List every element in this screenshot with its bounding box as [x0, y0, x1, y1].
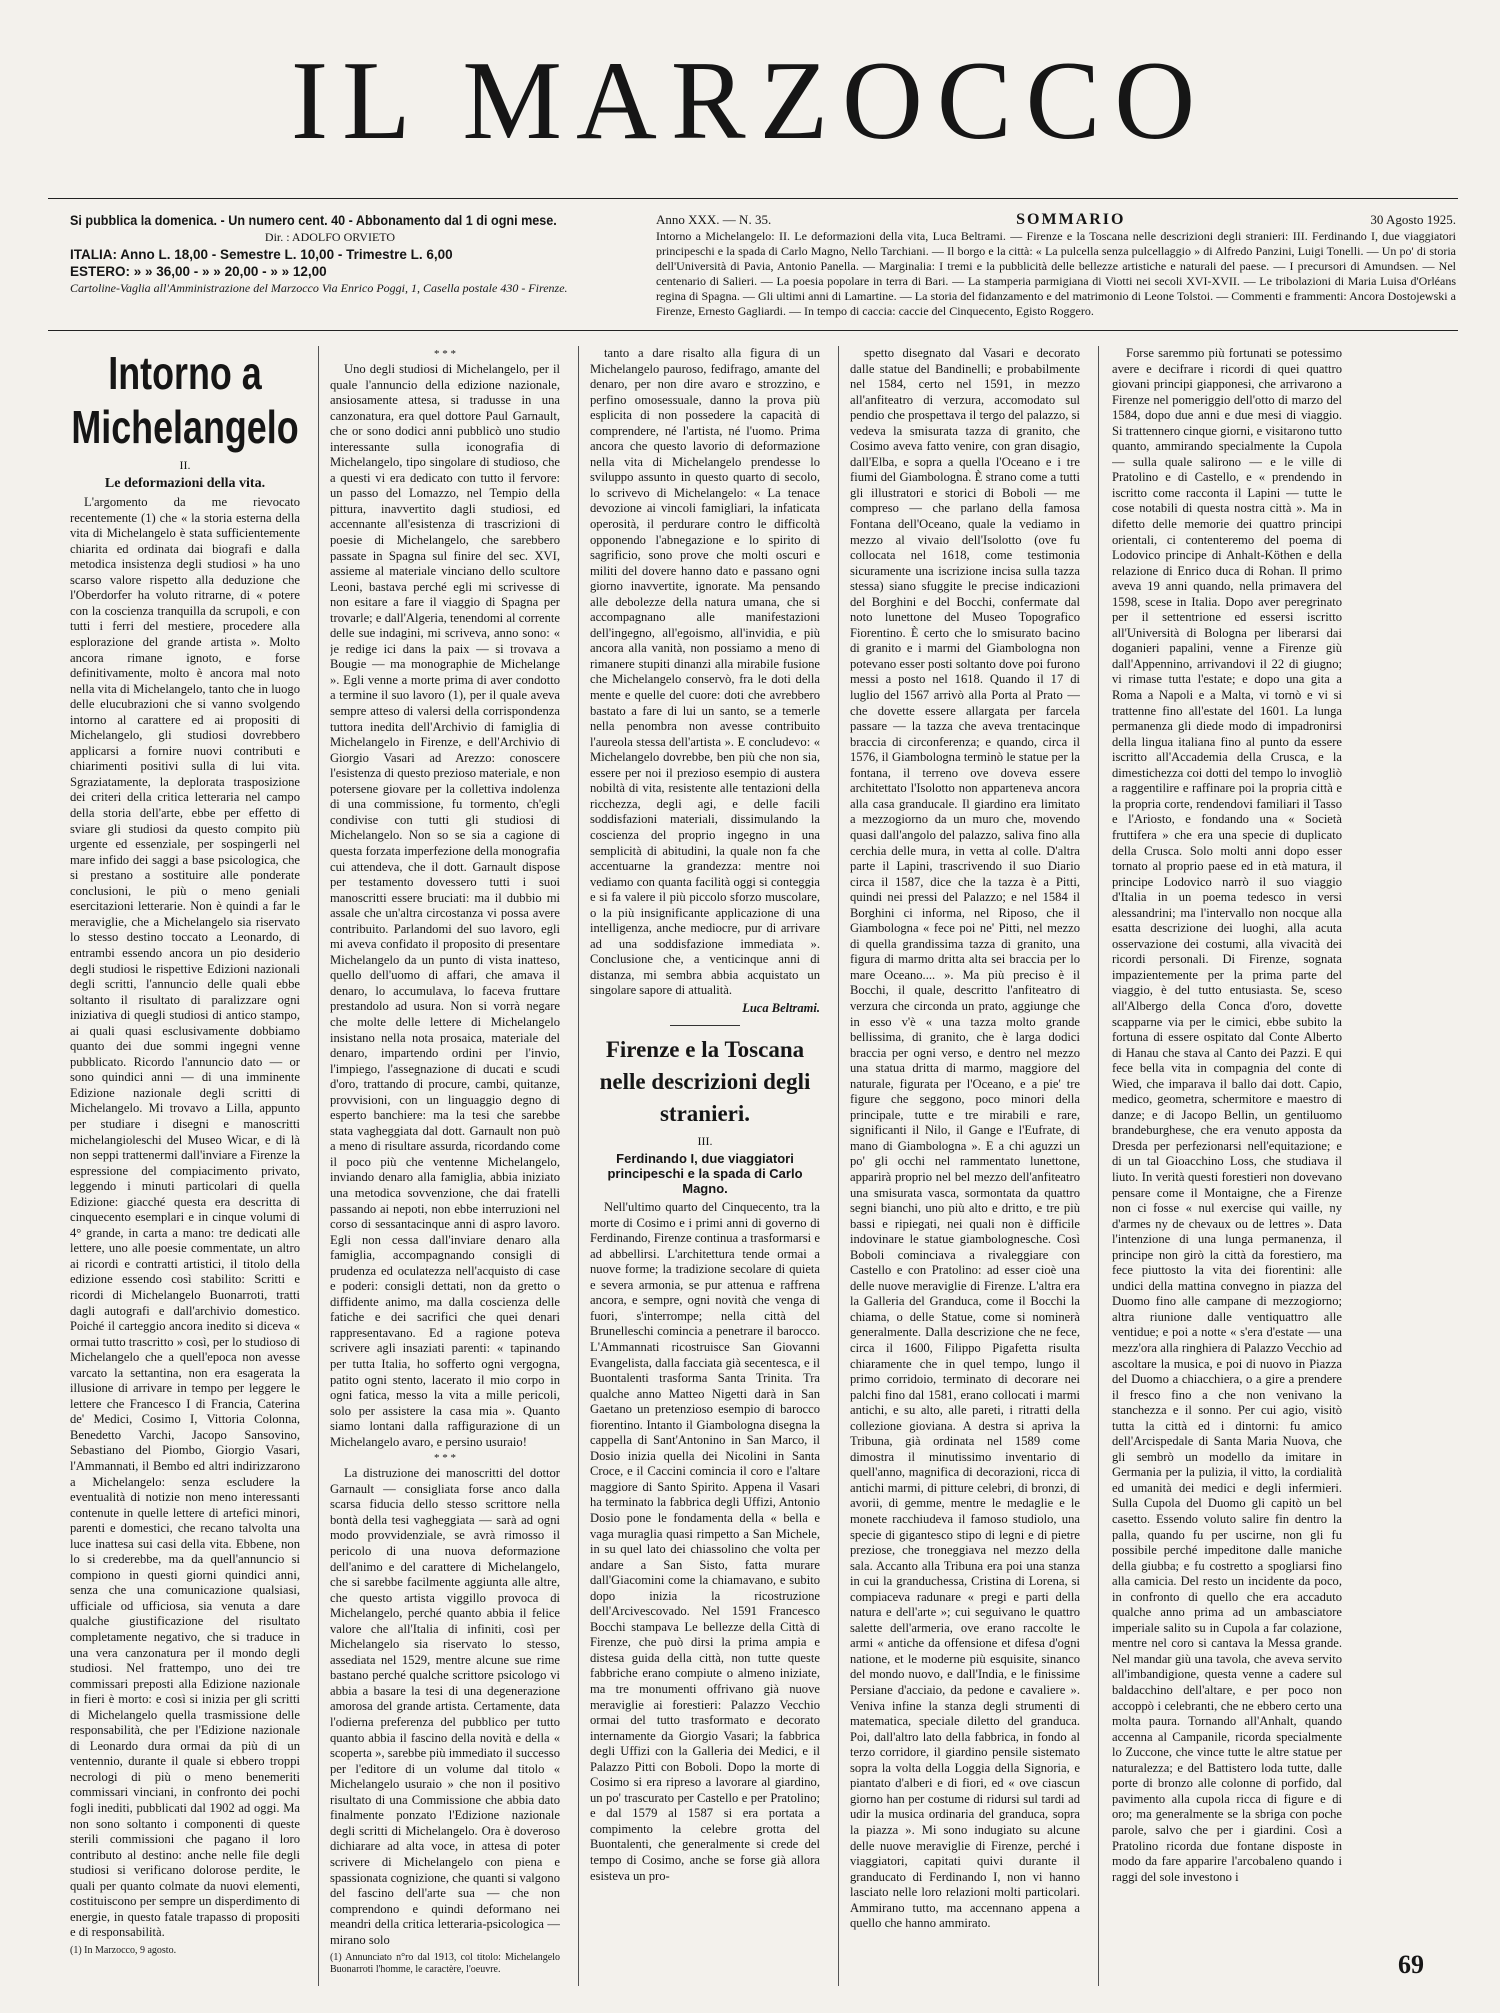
director-line: Dir. : ADOLFO ORVIETO — [264, 230, 396, 244]
cartoline-note: Cartoline-Vaglia all'Amministrazione del Marzocco Via Enrico Poggi, 1, Casella postale 430 - Firenze. — [70, 281, 568, 295]
column-2 — [330, 346, 560, 1986]
column-5 — [1112, 346, 1342, 1986]
article2-body-col4: spetto disegnato dal Vasari e decorato dalle statue del Bandinelli; e probabilmente nel 1584, certo nel 1591, in mezzo all'anfiteatro di verzura, accomodato sul pendio che prospettava il tergo del palazzo, si vedeva la smisurata tazza di granito, che Cosimo aveva fatto venire, con gran disagio, dall'Elba, e sopra a quella l'Oceano e i tre fiumi del Giambologna. È strano come a tutti gli illustratori e storici di Boboli — me compreso — che parlano della famosa Fontana dell'Oceano, quale la vediamo in mezzo al vivaio dell'Isolotto (ove fu collocata nel 1618, come testimonia sicuramente una iscrizione incisa sulla tazza stessa) siano sfuggite le precise indicazioni del Borghini e del Bocchi, confermate dal noto lunettone del Museo Topografico Fiorentino. È certo che lo smisurato bacino di granito e i marmi del Giambologna non potevano esser posti soltanto dove poi furono messi a posto nel 1618. Quando il 17 di luglio del 1567 arrivò alla Porta al Prato — che dovette essere allargata per farcela passare — la tazza che aveva trentacinque braccia di circonferenza; e quando, circa il 1576, il Giambologna terminò le statue per la fontana, il terreno ove doveva essere architettato l'Isolotto non apparteneva ancora alla casa granducale. Il giardino era limitato a mezzogiorno da un muro che, movendo quasi dall'angolo del palazzo, saliva fino alla cerchia delle mura, in vetta al colle. D'altra parte il Lapini, trascrivendo il suo Diario circa il 1587, dice che la tazza è a Pitti, quindi nei pressi del Palazzo; e nel 1584 il Borghini ci informa, nel Riposo, che il Giambologna « fece poi ne' Pitti, nel mezzo di quella grandissima tazza di granito, una figura di marmo dritta alta sei braccia per lo mare Oceano.... ». Ma più preciso è il Bocchi, il quale, descritto l'anfiteatro di verzura che circonda un prato, aggiunge che in esso v'è « una tazza molto grande bellissima, di granito, che è larga dodici braccia per ogni verso, e dentro nel mezzo una statua dritta di marmo, maggiore del naturale, figurata per l'Oceano, e a pie' tre figure che seggono, poco minori della principale, tutte e tre mirabili e rare, significanti il Nilo, il Gange e l'Eufrate, di mano di Giambologna ». E a chi aguzzi un po' gli occhi nel rammentato lunettone, apparirà proprio nel bel mezzo dell'anfiteatro una smisurata vasca, sormontata da quattro segni bianchi, uno più alto e dritto, e tre più bassi e ripiegati, nei quali non è difficile indovinare le statue giambolognesche. Così Boboli cominciava a rivaleggiare con Castello e con Pratolino: ad esser cioè una delle nuove meraviglie di Firenze. L'altra era la Galleria del Granduca, come il Bocchi la chiama, o delle Statue, come si nominerà generalmente. Dalla descrizione che ne fece, circa il 1600, Filippo Pigafetta risulta chiaramente che in quel tempo, lungo il primo corridoio, terminato di decorare nei palchi fino dal 1581, erano collocati i marmi antichi, e su alto, alle pareti, i ritratti della collezione gioviana. A destra si apriva la Tribuna, già ordinata nel 1589 come dimostra il minutissimo inventario di quell'anno, magnifica di decorazioni, ricca di antichi marmi, di pitture celebri, di bronzi, di avorii, di gemme, mentre le medaglie e le monete racchiudeva il famoso studiolo, una specie di gigantesco stipo di legni e di pietre preziose, che troneggiava nel mezzo della sala. Accanto alla Tribuna era poi una stanza in cui la granduchessa, Cristina di Lorena, si compiaceva radunare « pregi e parti della natura e dell'arte »; cui seguivano le quattro salette dell'armeria, ove erano raccolte le armi « antiche da offensione et difesa d'ogni natione, et le moderne più esquisite, sinanco del mondo nuovo, e dall'India, e le finissime Persiane d'acciaio, da pedone e cavaliere ». Veniva infine la stanza degli strumenti di matematica, speciale diletto del granduca. Poi, dall'altro lato della fabbrica, in fondo al terzo corridore, il giardino pensile sistemato sopra la volta della Loggia della Signoria, e piantato d'alberi e di fiori, ed « ove ciascun giorno han per costume di ridursi sul tardi ad udir la musica ordinaria del granduca, sopra la piazza ». Mi sono indugiato su alcune delle nuove meraviglie di Firenze, perché i viaggiatori, capitati quivi durante il granducato di Ferdinando I, non vi hanno lasciato nelle loro relazioni molti particolari. Ammirano tutto, ma accennano appena a quello che hanno ammirato. — [850, 346, 1080, 1931]
article1-body-col2b: La distruzione dei manoscritti del dottor Garnault — consigliata forse anco dalla scarsa fiducia dello stesso scrittore nella bontà della tesi vagheggiata — sarà ad ogni modo provvidenziale, se avrà rimosso il pericolo di una nuova deformazione dell'animo e del carattere di Michelangelo, che si sarebbe facilmente aggiunta alle altre, che questo artista viggillo provoca di Michelangelo, perché quanto abbia il felice valore che all'Italia di infiniti, così per Michelangelo sia riservato lo stesso, assediata nel 1529, mentre alcune sue rime bastano perché qualche scrittore psicologo vi abbia a basare la tesi di una degenerazione amorosa del grande artista. Certamente, data l'odierna preferenza del pubblico per tutto quanto abbia il fascino della novità e della « scoperta », sarebbe più immediato il successo per l'editore di un volume dal titolo « Michelangelo usuraio » che non il positivo risultato di una Commissione che abbia dato finalmente ponzato l'Edizione nazionale degli scritti di Michelangelo. Ora è doveroso dichiarare ad alta voce, in attesa di poter scrivere di Michelangelo con piena e spassionata cognizione, che quanti si valgono del fascino dell'arte sua — che non comprendono e quindi deformano nei meandri della critica letteraria-psicologica — mirano solo — [330, 1466, 560, 1947]
masthead-title: IL MARZOCCO — [290, 39, 1210, 163]
column-4 — [850, 346, 1080, 1986]
article1-signature: Luca Beltrami. — [742, 1000, 820, 1015]
article1-body-col3: tanto a dare risalto alla figura di un Michelangelo pauroso, fedifrago, amante del denaro, per non dire avaro e strozzino, e perfino omosessuale, danno la prova più esplicita di non possedere la capacità di comprendere, né l'artista, né l'uomo. Prima ancora che questo lavorio di deformazione nella vita di Michelangelo prendesse lo sviluppo assunto in questo quarto di secolo, lo scrivevo di Michelangelo: « La tenace devozione ai vincoli famigliari, la infaticata operosità, il perdurare contro le difficoltà opponendo l'abnegazione e lo spirito di sagrificio, sono prove che molti oscuri e militi del dovere hanno dato e passano ogni giorno inavvertite, ignorate. Ma pensando alle debolezze della natura umana, che si accompagnano alle manifestazioni dell'ingegno, all'egoismo, all'invidia, e più ancora alla vanità, non possiamo a meno di rimanere stupiti dinanzi alla mirabile fusione che Michelangelo conservò, fra le doti della mente e quelle del cuore: doti che avrebbero bastato a fare di lui un santo, se a temerle nella penombra non avesse contribuito l'aureola stessa dell'artista ». E concludevo: « Michelangelo dovrebbe, ben più che non sia, essere per noi il prezioso esempio di austera nobiltà di vita, resistente alle tentazioni della ricchezza, degli agi, e delle facili soddisfazioni materiali, dissimulando la coscienza del proprio ingegno in una semplicità di abitudini, la quale non fa che accentuarne la grandezza: mentre noi vediamo con quanta facilità oggi si conteggia e si fa valere il più piccolo sforzo muscolare, o la più insignificante applicazione di una intelligenza, anche mediocre, pur di arrivare ad una soddisfazione immediata ». Conclusione che, a venticinque anni di distanza, mi sembra abbia acquistato un singolare sapore di attualità. — [590, 346, 820, 998]
column-1 — [70, 346, 300, 1986]
sommario-text: Intorno a Michelangelo: II. Le deformazioni della vita, Luca Beltrami. — Firenze e la Toscana nelle descrizioni degli stranieri: III. Ferdinando I, due viaggiatori principeschi e la spada di Carlo Magno, Nello Tarchiani. — Il borgo e la città: « La pulcella senza pulcellaggio » di Alfredo Panzini, Luigi Tonelli. — Un po' di storia dell'Università di Pavia, Antonio Panella. — Marginalia: I tremi e la pubblicità delle bellezze artistiche e naturali del paese. — I precursori di Amundsen. — Nel centenario di Salieri. — La poesia popolare in terra di Bari. — La stamperia parmigiana di Viotti nei secoli XVI-XVII. — Le tribolazioni di Maria Luisa d'Orléans regina di Spagna. — Gli ultimi anni di Lamartine. — La storia del fidanzamento e del matrimonio di Leone Tolstoi. — Commenti e frammenti: Ancora Dostojewski a Firenze, Ernesto Gagliardi. — In tempo di caccia: caccie del Cinquecento, Egisto Roggero. — [656, 229, 1456, 318]
article1-body-col1: L'argomento da me rievocato recentemente (1) che « la storia esterna della vita di Michelangelo è stata sufficientemente chiarita ed ordinata dai biografi e dalla metodica insistenza degli studiosi » ha uno scarso valore rispetto alla deduzione che l'Oberdorfer ha voluto ritrarne, di « potere con la coscienza tranquilla da scrupoli, e con tutti i ferri del mestiere, procedere alla esplorazione del grande artista ». Molto ancora rimane ignoto, e forse definitivamente, molto è ancora mal noto nella vita di Michelangelo, tanto che in luogo delle elucubrazioni che si vanno svolgendo intorno al carattere ed ai propositi di Michelangelo, gli studiosi dovrebbero applicarsi a fornire nuovi contributi e chiarimenti positivi sulla di lui vita. Sgraziatamente, la deplorata trasposizione dei criteri della critica letteraria nel campo della storia dell'arte, ebbe per effetto di sviare gli studiosi da questo compito più urgente ed essenziale, per sospingerli nel mare infido dei saggi a base psicologica, che si prestano a sostituire alle ponderate conclusioni, le più o meno geniali esercitazioni letterarie. Non è quindi a far le meraviglie, che a Michelangelo sia riservato lo stesso destino toccato a Leonardo, di entrambi essendo ancora un pio desiderio degli studiosi le rispettive Edizioni nazionali degli scritti, l'annuncio delle quali ebbe soltanto il risultato di paralizzare ogni iniziativa di quegli studiosi di antico stampo, ai quali quasi esclusivamente dobbiamo quanto dei due sommi ingegni venne pubblicato. Ricordo l'annuncio dato — or sono quindici anni — di una imminente Edizione nazionale degli scritti di Michelangelo. Mi trovavo a Lilla, appunto per studiare i disegni e manoscritti michelangioleschi del Museo Wicar, e di là non seppi trattenermi dall'inviare a Firenze la espressione del compiacimento privato, leggendo i minuti particolari di quella Edizione: giacché questa era descritta di cinquecento esemplari e in cinque volumi di 4° grande, in carta a mano: tre dedicati alle lettere, uno alle poesie commentate, un altro ai ricordi e contratti artistici, il titolo della edizione essendo così stabilito: Scritti e ricordi di Michelangelo Buonarroti, tratti dagli autografi e dall'archivio domestico. Poiché il carteggio ancora inedito si diceva « ormai tutto trascritto » così, per lo studioso di Michelangelo che a quell'epoca non avesse varcato la settantina, non era esagerata la illusione di arrivare in tempo per leggere le lettere che Francesco I di Francia, Caterina de' Medici, Cosimo I, Vittoria Colonna, Benedetto Varchi, Jacopo Sansovino, Sebastiano del Piombo, Giorgio Vasari, l'Ammannati, il Bembo ed altri indirizzarono a Michelangelo: senza escludere la eventualità di notizie non meno interessanti contenute in quelle lettere di artefici minori, parenti e domestici, che recano talvolta una luce inattesa sui casi della vita. Ebbene, non lo si crederebbe, ma da quell'annuncio si compiono in questi giorni quindici anni, senza che una comunicazione qualsiasi, ufficiale od ufficiosa, sia venuta a dare qualche giustificazione del risultato completamente negativo, che si traduce in una vera canzonatura per il mondo degli studiosi. Nel frattempo, uno dei tre commissari preposti alla Edizione nazionale in fieri è morto: e così si inizia per gli scritti di Michelangelo quella trasmissione delle responsabilità, che per l'Edizione nazionale di Leonardo dura ormai da più di un ventennio, durante il quale si ebbero troppi necrologi di più o meno benemeriti commissari vinciani, in confronto dei pochi fogli inediti, pubblicati dal 1902 ad oggi. Ma non sono soltanto i componenti di queste sterili commissioni che pagano il loro contributo al destino: anche nelle file degli studiosi si verificano dolorose perdite, le quali per quanto colmate da nuovi elementi, costituiscono per sempre un disperdimento di energie, in questo fatale trapasso di propositi e di responsabilità. — [70, 495, 300, 1940]
article1-footnote-col1: (1) In Marzocco, 9 agosto. — [70, 1944, 177, 1956]
article2-body-col5: Forse saremmo più fortunati se potessimo avere e decifrare i ricordi di quei quattro giovani principi giapponesi, che arrivarono a Firenze nel pomeriggio dell'otto di marzo del 1584, dopo due anni e due mesi di viaggio. Si trattennero cinque giorni, e visitarono tutto quanto, ammirando specialmente la Cupola — sulla quale salirono — e le ville di Pratolino e di Castello, e « prendendo in iscritto come racconta il Lapini — tutte le cose notabili di questa nostra città ». Ma in difetto delle memorie dei quattro principi orientali, ci contenteremo del poema di Lodovico principe di Anhalt-Köthen e della relazione di Enrico duca di Rohan. Il primo aveva 19 anni quando, nella primavera del 1598, scese in Italia. Dopo aver peregrinato per il settentrione ed essersi iscritto all'Università di Bologna per liberarsi dai doganieri papalini, venne a Firenze giù dall'Appennino, arrivandovi il 22 di giugno; vi rimase tutta l'estate; e dopo una gita a Roma a Napoli e a Malta, vi tornò e vi si trattenne fino all'estate del 1601. La lunga permanenza gli diede modo di impadronirsi della lingua italiana fino al punto da essere iscritto all'Accademia della Crusca, e la dimestichezza coi dotti del tempo lo invogliò a raggentilire e raffinare poi la propria città e la propria corte, rendendovi familiari il Tasso e l'Ariosto, e fondando una « Società fruttifera » che era una specie di duplicato della Crusca. Solo molti anni dopo esser tornato al proprio paese ed in età matura, il principe Lodovico narrò il suo viaggio d'Italia in un poema tedesco in versi alessandrini; ma l'intervallo non nocque alla esatta descrizione dei luoghi, alla acuta osservazione dei costumi, alla vivacità dei ricordi personali. Di Firenze, sognata impazientemente per la prima parte del viaggio, è del tutto entusiasta. Se, sceso all'Albergo della Conca d'oro, dovette scapparne via per le cimici, ebbe subito la fortuna di essere ospitato dal Conte Alberto di Hanau che stava al Canto dei Pazzi. E qui fece bella vita in compagnia del conte di Wied, che imparava il ballo dai dott. Capio, medico, geometra, schermitore e maestro di danze; e di Jacopo Bellin, un gentiluomo brandeburghese, che era venuto apposta da Dresda per perfezionarsi nell'equitazione; e di un tal Gioacchino Loss, che studiava il liuto. In verità questi forestieri non dovevano pensare come il Montaigne, che a Firenze non ci fosse « nul exercise qui vaille, ny d'armes ny de chevaux ou de lettres ». Data l'intenzione di una lunga permanenza, il principe non girò la città da forestiero, ma fece piuttosto la vita dei fiorentini: alle undici della mattina convegno in piazza del Duomo fino alle campane di mezzogiorno; altra riunione dalle ventiquattro alle ventidue; e poi a notte « s'era d'estate — una mezz'ora alla ringhiera di Palazzo Vecchio ad ascoltare la musica, e poi di nuovo in Piazza del Duomo a chiacchiera, o a gire a prendere il fresco fino a che non venivano la stanchezza e il sonno. Per cui agio, visitò tutta la città ed i dintorni: fu amico dell'Arcispedale di Santa Maria Nuova, che gli sembrò un modello da imitare in Germania per la pulizia, il vitto, la cordialità ed umanità dei medici e degli infermieri. Sulla Cupola del Duomo gli capitò un bel casetto. Essendo voluto salire fin dentro la palla, quando fu per uscirne, non gli fu possibile perché impeditone dalle maniche della giubba; e fu costretto a spogliarsi fino alla camicia. Del resto un incidente da poco, in confronto di quello che era accaduto qualche anno prima ad un ambasciatore imperiale salito su in Cupola a far colazione, mentre nel coro si cantava la Messa grande. Nel mandar giù una tavola, che aveva servito all'imbandigione, questa venne a cadere sul baldacchino dell'altare, e per poco non accoppò i celebranti, che ne ebbero certo una molta paura. Tornando all'Anhalt, quando accenna al Campanile, ricorda specialmente lo Zuccone, che vince tutte le altre statue per naturalezza; e del Battistero loda tutte, dalle porte di bronzo alle colonne di porfido, dal pavimento alla cupola ricca di figure e di oro; ma generalmente se la sbriga con poche parole, salvo che per i giardini. Così a Pratolino ricorda due fontane disposte in modo da fare apparire l'arcobaleno quando i raggi del sole investono i — [1112, 346, 1342, 1884]
column-3 — [590, 346, 820, 1986]
price-italia: ITALIA: Anno L. 18,00 - Semestre L. 10,00 - Trimestre L. 6,00 — [70, 247, 453, 262]
issue-number: Anno XXX. — N. 35. — [656, 212, 772, 227]
article1-headline: Intorno a Michelangelo — [71, 347, 299, 453]
publication-info: Si pubblica la domenica. - Un numero cent. 40 - Abbonamento dal 1 di ogni mese. — [70, 212, 557, 228]
article1-body-col2a: Uno degli studiosi di Michelangelo, per il quale l'annuncio della edizione nazionale, ansiosamente attesa, si tradusse in una canzonatura, era quel dottore Paul Garnault, che or sono dodici anni pubblicò uno studio interessante sulla iconografia di Michelangelo, tipo singolare di studioso, che a questi vi era dedicato con tutto il fervore: un passo del Lomazzo, nel Tempio della pittura, inavvertito dagli studiosi, ed accennante all'esistenza di trascrizioni di poesie di Michelangelo, che sarebbero passate in Spagna sul finire del sec. XVI, assieme al materiale vinciano dello scultore Leoni, bastava perché egli mi scrivesse di non esitare a fare il viaggio di Spagna per trovarle; e dall'Algeria, tenendomi al corrente delle sue indagini, mi scriveva, anno sono: « je redige ici dans la paix — si trovava a Bougie — ma monographie de Michelange ». Egli venne a morte prima di aver condotto a termine il suo lavoro (1), per il quale aveva sempre atteso di valersi della corrispondenza tuttora inedita dell'Archivio di famiglia di Michelangelo in Firenze, e dell'Archivio di Giorgio Vasari ad Arezzo: conoscere l'esistenza di questo prezioso materiale, e non potersene giovare per la collettiva indolenza di una commissione, fu tormento, ch'egli condivise con tutti gli studiosi di Michelangelo. Non so se sia a cagione di questa forzata imperfezione della monografia cui attendeva, che il dott. Garnault dispose per testamento dovessero tutti i suoi manoscritti essere bruciati: ma il dubbio mi assale che un'altra circostanza vi possa avere contribuito. Parlandomi del suo lavoro, egli mi aveva confidato il proposito di presentare Michelangelo da un punto di vista inatteso, quello dell'uomo di affari, che amava il denaro, lo accumulava, lo faceva fruttare prestandolo ad usura. Non si vorrà negare che molte delle lettere di Michelangelo insistano nella nota prosaica, materiale del denaro, impartendo ordini per l'invio, l'impiego, l'assegnazione di ducati e scudi d'oro, trattando di procure, cambi, quitanze, provvisioni, con un linguaggio degno di esperto banchiere: ma la tesi che sarebbe stata vagheggiata dal dott. Garnault non può a meno di risultare assurda, ricordando come il poco più che ventenne Michelangelo, inviando denaro alla famiglia, abbia iniziato una metodica sovvenzione, che dai fratelli passando ai nepoti, non ebbe interruzioni nel corso di sessantacinque anni di aspro lavoro. Egli non cessa dall'inviare denaro alla famiglia, accompagnando consigli di prudenza ed oculatezza nell'acquisto di case e poderi: consigli dettati, non da gretto o diffidente animo, ma dalla coscienza delle fatiche e dei sacrifici che quei denari rappresentavano. Ed a ragione poteva scrivere agli insaziati parenti: « tapinando per tutta Italia, ho sofferto ogni vergogna, patito ogni stento, lacerato il mio corpo in ogni fatica, messo la vita a mille pericoli, solo per assistere la casa mia ». Quanto siamo lontani dalla raffigurazione di un Michelangelo avaro, e persino usuraio! — [330, 362, 560, 1449]
section-stars: * * * — [434, 348, 456, 360]
column-divider — [318, 346, 319, 1986]
article2-subhead: Ferdinando I, due viaggiatori principeschi e la spada di Carlo Magno. — [607, 1151, 803, 1197]
header-rule — [48, 330, 1458, 331]
article-separator — [670, 1025, 740, 1026]
subscription-block — [70, 212, 590, 297]
sommario-title: SOMMARIO — [1016, 211, 1126, 228]
article1-part: II. — [179, 458, 191, 472]
issue-date: 30 Agosto 1925. — [1370, 212, 1456, 227]
column-divider — [838, 346, 839, 1986]
column-divider — [1098, 346, 1099, 1986]
article1-subhead: Le deformazioni della vita. — [104, 475, 266, 491]
sommario-block — [656, 212, 1456, 319]
article2-body-col3: Nell'ultimo quarto del Cinquecento, tra la morte di Cosimo e i primi anni di governo di Ferdinando, Firenze continua a trasformarsi e ad abbellirsi. L'architettura tende ormai a nuove forme; la tradizione secolare di quieta e severa armonia, se pur attenua e raffrena ancora, e sempre, ogni novità che venga di fuori, s'interrompe; nella città del Brunelleschi comincia a penetrare il barocco. L'Ammannati ricostruisce San Giovanni Evangelista, dalla facciata già secentesca, e il Buontalenti trasforma Santa Trinita. Tra qualche anno Matteo Nigetti darà in San Gaetano un pretenzioso esempio di barocco fiorentino. Intanto il Giambologna disegna la cappella di Sant'Antonino in San Marco, il Dosio inizia quella dei Nicolini in Santa Croce, e il Caccini comincia il coro e l'altare maggiore di Santo Spirito. Appena il Vasari ha terminato la fabbrica degli Uffizi, Antonio Dosio pone le fondamenta della « bella e vaga muraglia quasi rimpetto a San Michele, in su quel lato dei chiassolino che volta per andare a San Sisto, fatta murare dall'Giacomini come la chiamavano, e subito dopo inizia la ricostruzione dell'Arcivescovado. Nel 1591 Francesco Bocchi stampava Le bellezze della Città di Firenze, che può dirsi la prima ampia e distesa guida della città, non tutte queste fabbriche erano compiute o almeno iniziate, ma tre monumenti offrivano già nuove meraviglie ai forestieri: Palazzo Vecchio ormai del tutto trasformato e decorato internamente da Giorgio Vasari; la fabbrica degli Uffizi con la Galleria dei Medici, e il Palazzo Pitti con Boboli. Dopo la morte di Cosimo si era ripreso a lavorare al giardino, un po' trascurato per Castello e per Pratolino; e dal 1579 al 1587 si era portata a compimento la celebre grotta del Buontalenti, che generalmente si crede del tempo di Cosimo, anche se forse già allora esisteva un pro- — [590, 1200, 820, 1883]
price-estero: ESTERO: » » 36,00 - » » 20,00 - » » 12,00 — [70, 264, 327, 279]
masthead-rule — [48, 198, 1458, 199]
article2-headline: Firenze e la Toscana nelle descrizioni degli stranieri. — [599, 1036, 811, 1126]
article2-part: III. — [697, 1133, 713, 1148]
column-divider — [578, 346, 579, 1986]
page-number: 69 — [1398, 1950, 1424, 1979]
article1-footnote-col2: (1) Annunciato n°ro dal 1913, col titolo: Michelangelo Buonarroti l'homme, le caractère, l'oeuvre. — [330, 1952, 560, 1976]
section-stars: * * * — [434, 1452, 456, 1465]
